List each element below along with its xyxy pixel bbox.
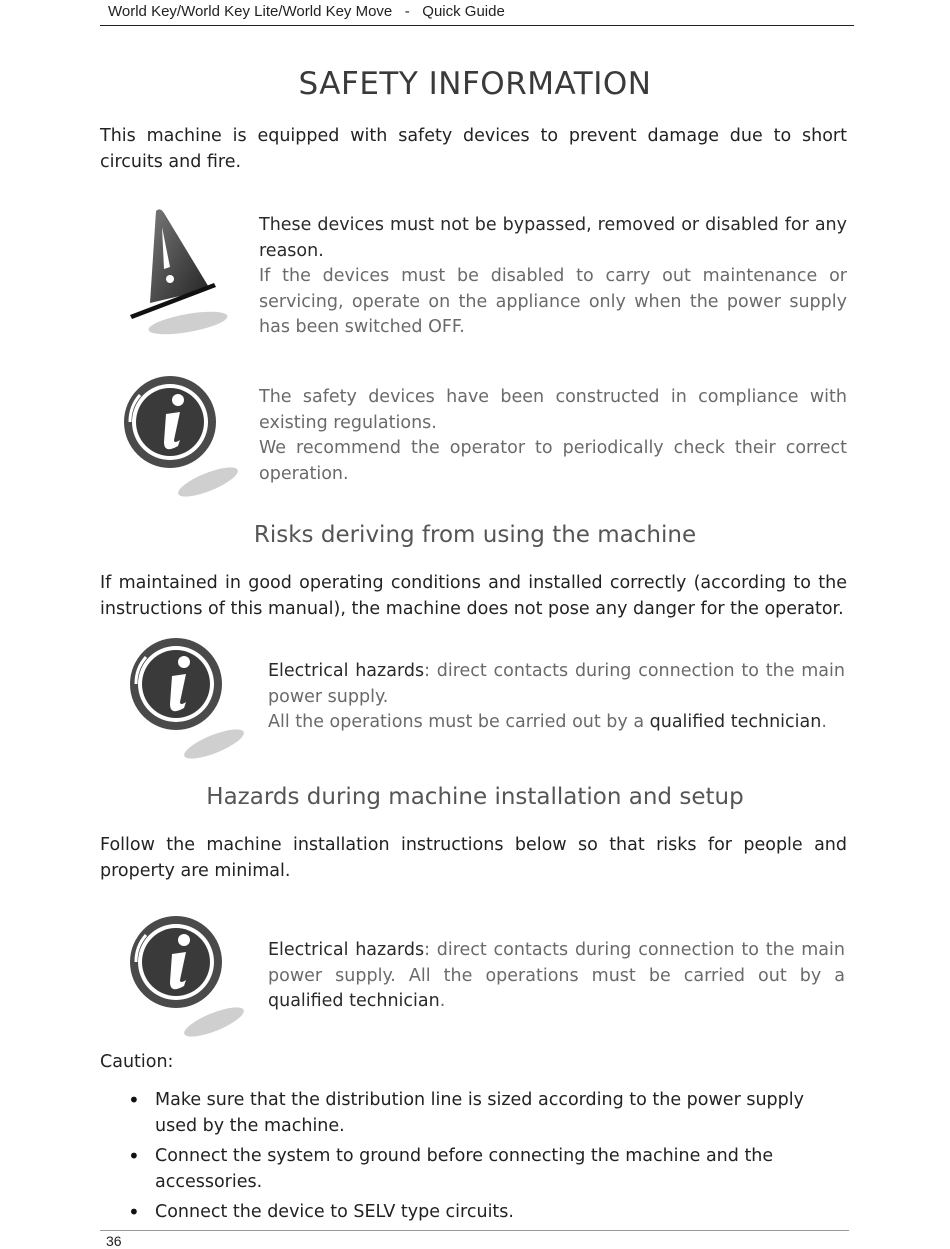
sentence-end: .	[821, 712, 827, 732]
note-warning-body: If the devices must be disabled to carry out maintenance or servicing, operate on the appliance only when the power supply has been switched OFF.	[259, 266, 847, 337]
note-warning-lead: These devices must not be bypassed, removed or disabled for any reason.	[259, 215, 847, 261]
page-number: 36	[106, 1233, 122, 1249]
electrical-hazards-label: Electrical hazards	[268, 661, 425, 681]
warning-icon	[122, 203, 234, 341]
operations-text: All the operations must be carried out by a	[268, 712, 650, 732]
page-title: SAFETY INFORMATION	[298, 66, 652, 102]
info-icon	[128, 908, 246, 1040]
info-icon	[128, 630, 246, 762]
note-electrical-hazards-2	[268, 938, 845, 1015]
qualified-technician-emphasis: qualified technician	[268, 991, 440, 1011]
electrical-hazards-text: : direct contacts during connection to the main power supply. All the operations must be carried out by a	[268, 940, 845, 986]
intro-paragraph: This machine is equipped with safety devices to prevent damage due to short circuits and fire.	[100, 126, 847, 172]
note-compliance	[259, 385, 847, 487]
hazards-paragraph: Follow the machine installation instructions below so that risks for people and property are minimal.	[100, 835, 847, 881]
list-item: • Connect the device to SELV type circuits.	[128, 1200, 848, 1226]
qualified-technician-emphasis: qualified technician	[649, 712, 822, 732]
note-compliance-line2: We recommend the operator to periodically check their correct operation.	[259, 438, 847, 484]
sentence-end: .	[439, 991, 446, 1011]
note-electrical-hazards-1	[268, 659, 845, 736]
footer-divider	[100, 1230, 849, 1231]
running-header	[100, 0, 854, 26]
section-heading-risks: Risks deriving from using the machine	[253, 522, 697, 548]
electrical-hazards-label: Electrical hazards	[268, 940, 425, 960]
info-icon	[122, 368, 240, 500]
caution-label: Caution:	[100, 1052, 174, 1072]
note-compliance-line1: The safety devices have been constructed in compliance with existing regulations.	[259, 387, 847, 433]
list-item: • Connect the system to ground before connecting the machine and the accessories.	[128, 1144, 848, 1195]
electrical-hazards-text: : direct contacts during connection to the main power supply.	[268, 661, 845, 707]
note-safety-devices	[259, 213, 847, 341]
header-text: World Key/World Key Lite/World Key Move - Quick Guide	[108, 3, 505, 20]
section-heading-hazards: Hazards during machine installation and setup	[206, 784, 744, 810]
caution-list	[128, 1088, 848, 1231]
risks-paragraph: If maintained in good operating conditions and installed correctly (according to the instructions of this manual), the machine does not pose any danger for the operator.	[100, 573, 847, 619]
list-item: • Make sure that the distribution line is sized according to the power supply used by the machine.	[128, 1088, 848, 1139]
